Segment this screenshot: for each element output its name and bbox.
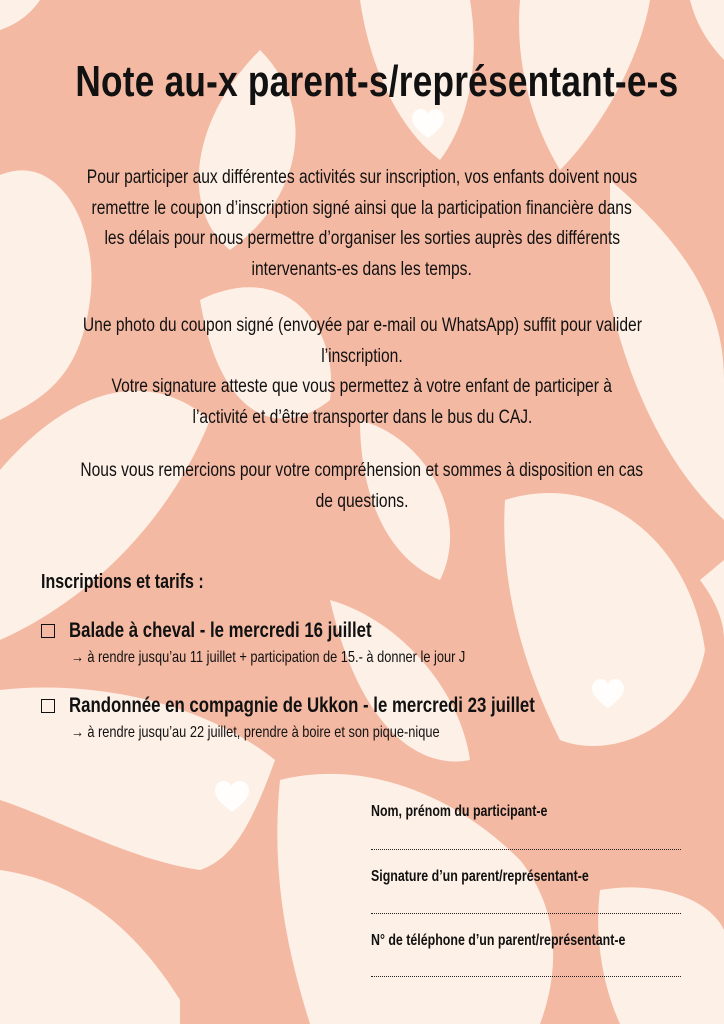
registration-item-hike[interactable] — [41, 694, 681, 749]
signature-label: Signature d’un parent/représentant-e — [371, 868, 589, 885]
thanks-line: de questions. — [315, 489, 409, 512]
photo-note-line: Votre signature atteste que vous permettez à votre enfant de participer à — [111, 375, 613, 397]
intro-line: les délais pour nous permettre d’organiser les sorties auprès des différents — [104, 227, 620, 249]
page-title: Note au-x parent-s/représentant-e-s — [75, 57, 679, 106]
hike-checkbox[interactable] — [41, 699, 55, 713]
photo-note-line: l’inscription. — [321, 344, 403, 367]
photo-note-line: Une photo du coupon signé (envoyée par e-mail ou WhatsApp) suffit pour valider — [82, 314, 642, 336]
registration-item-horse-ride[interactable] — [41, 619, 681, 674]
registration-item-title: Balade à cheval - le mercredi 16 juillet — [69, 619, 372, 642]
registration-item-title: Randonnée en compagnie de Ukkon - le mercredi 23 juillet — [69, 694, 535, 717]
phone-line[interactable] — [371, 976, 681, 977]
phone-field[interactable] — [371, 932, 683, 950]
intro-line: Pour participer aux différentes activités sur inscription, vos enfants doivent nous — [86, 166, 638, 188]
intro-line: remettre le coupon d’inscription signé ainsi que la participation financière dans — [91, 196, 633, 219]
signature-line[interactable] — [371, 913, 681, 914]
photo-note-line: l’activité et d’être transporter dans le bus du CAJ. — [192, 405, 532, 428]
participant-name-label: Nom, prénom du participant-e — [371, 803, 548, 820]
registration-item-detail: → à rendre jusqu’au 22 juillet, prendre à boire et son pique-nique — [71, 724, 440, 741]
participant-name-field[interactable] — [371, 803, 683, 821]
registration-item-detail: → à rendre jusqu’au 11 juillet + participation de 15.- à donner le jour J — [71, 649, 466, 666]
horse-ride-checkbox[interactable] — [41, 624, 55, 638]
intro-line: intervenants-es dans les temps. — [251, 257, 473, 280]
thanks-paragraph — [0, 455, 724, 516]
photo-note-paragraph — [0, 310, 724, 432]
phone-label: N° de téléphone d’un parent/représentant-e — [371, 932, 626, 949]
registration-heading: Inscriptions et tarifs : — [41, 571, 204, 593]
signature-field[interactable] — [371, 868, 683, 886]
thanks-line: Nous vous remercions pour votre compréhension et sommes à disposition en cas — [80, 459, 644, 481]
intro-paragraph — [0, 162, 724, 284]
participant-name-line[interactable] — [371, 849, 681, 850]
